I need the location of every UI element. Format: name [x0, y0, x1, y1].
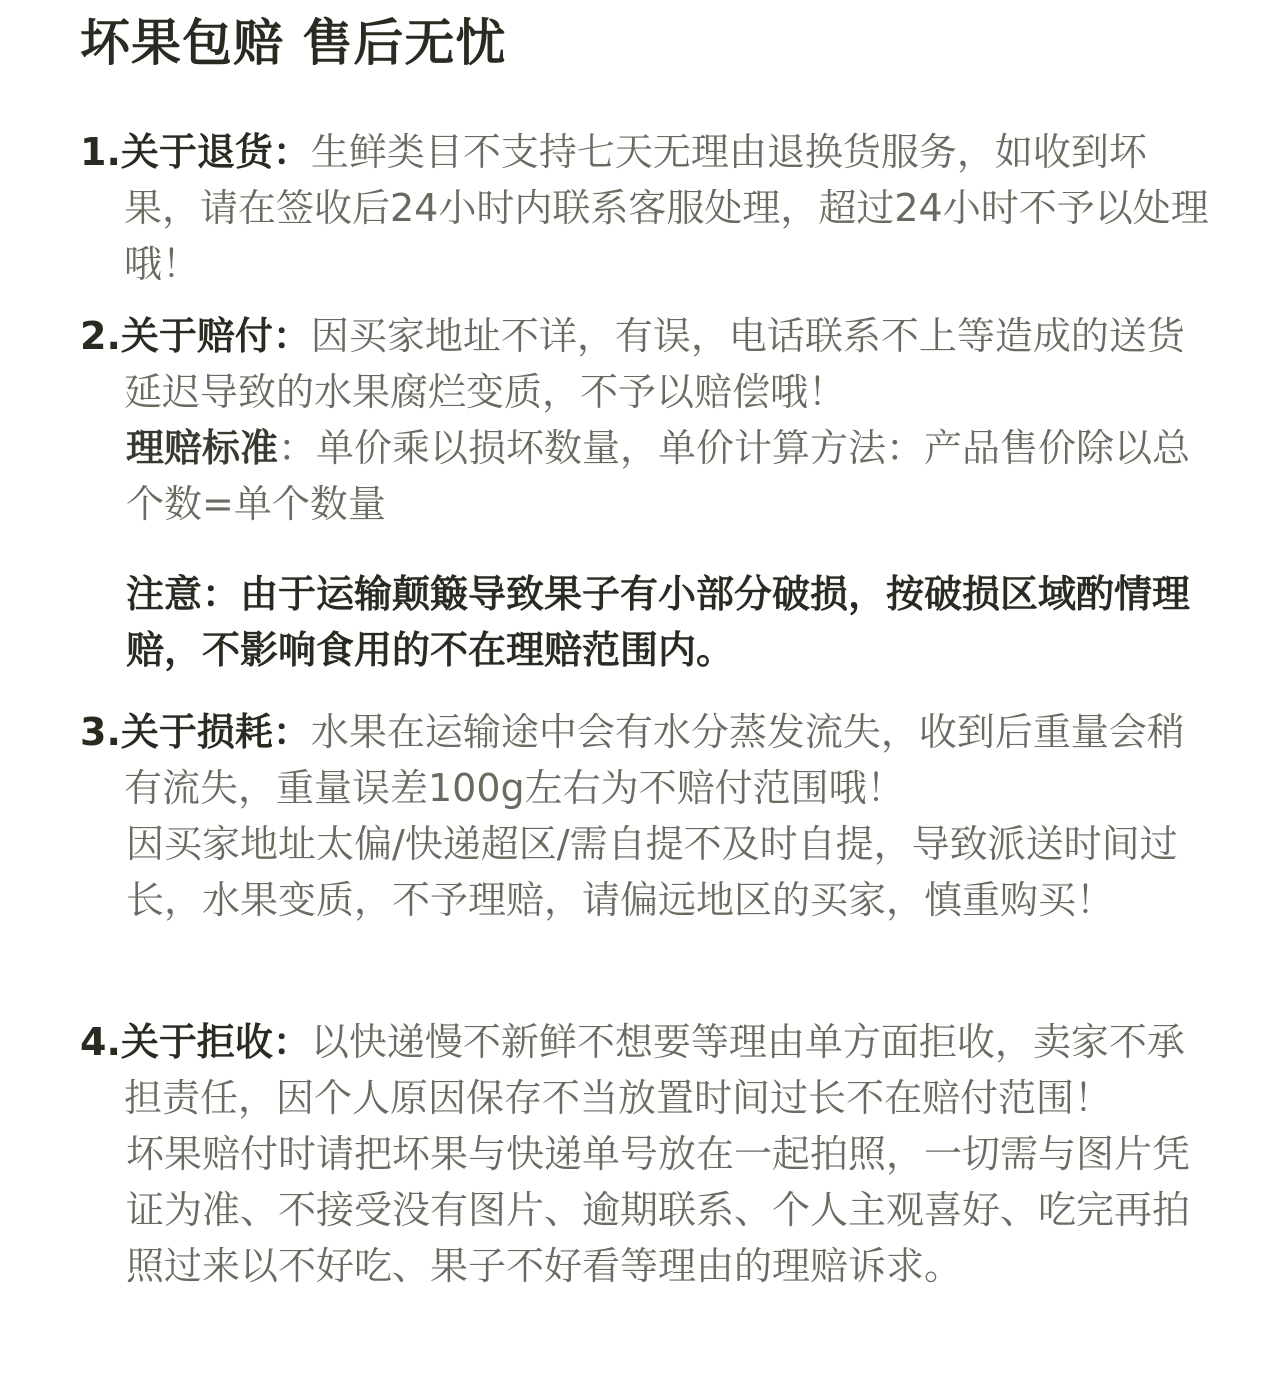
- section-loss: [80, 704, 1220, 928]
- section-returns: [80, 124, 1220, 292]
- section-text: 因买家地址不详，有误，电话联系不上等造成的送货延迟导致的水果腐烂变质，不予以赔偿哦！: [124, 314, 1185, 414]
- section-heading: 4.关于拒收：: [80, 1020, 311, 1064]
- section-paragraph: [80, 1014, 1220, 1126]
- page-title: 坏果包赔 售后无忧: [80, 14, 507, 72]
- section-text: 水果在运输途中会有水分蒸发流失，收到后重量会稍有流失，重量误差100g左右为不赔付范围哦！: [124, 710, 1185, 810]
- section-heading: 2.关于赔付：: [80, 314, 311, 358]
- section-text: 以快递慢不新鲜不想要等理由单方面拒收，卖家不承担责任，因个人原因保存不当放置时间过长不在赔付范围！: [124, 1020, 1185, 1120]
- section-extra-text: 坏果赔付时请把坏果与快递单号放在一起拍照，一切需与图片凭证为准、不接受没有图片、逾期联系、个人主观喜好、吃完再拍照过来以不好吃、果子不好看等理由的理赔诉求。: [126, 1132, 1191, 1288]
- section-heading: 1.关于退货：: [80, 130, 311, 174]
- notice-text: 由于运输颠簸导致果子有小部分破损，按破损区域酌情理赔，不影响食用的不在理赔范围内。: [126, 572, 1191, 672]
- section-paragraph: [80, 704, 1220, 816]
- section-heading: 3.关于损耗：: [80, 710, 311, 754]
- section-extra-text: 因买家地址太偏/快递超区/需自提不及时自提，导致派送时间过长，水果变质，不予理赔，请偏远地区的买家，慎重购买！: [126, 822, 1178, 922]
- notice-label: 注意：: [126, 572, 241, 616]
- section-text: 生鲜类目不支持七天无理由退换货服务，如收到坏果，请在签收后24小时内联系客服处理，超过24小时不予以处理哦！: [124, 130, 1209, 286]
- notice: [126, 566, 1226, 678]
- claim-standard-label: 理赔标准: [126, 426, 279, 470]
- section-paragraph: [80, 124, 1220, 292]
- section-paragraph: [80, 308, 1220, 420]
- section-refusal: [80, 1014, 1220, 1294]
- claim-standard-text: ：单价乘以损坏数量，单价计算方法：产品售价除以总个数=单个数量: [126, 426, 1191, 526]
- section-compensation: [80, 308, 1220, 532]
- claim-standard: [80, 420, 1220, 532]
